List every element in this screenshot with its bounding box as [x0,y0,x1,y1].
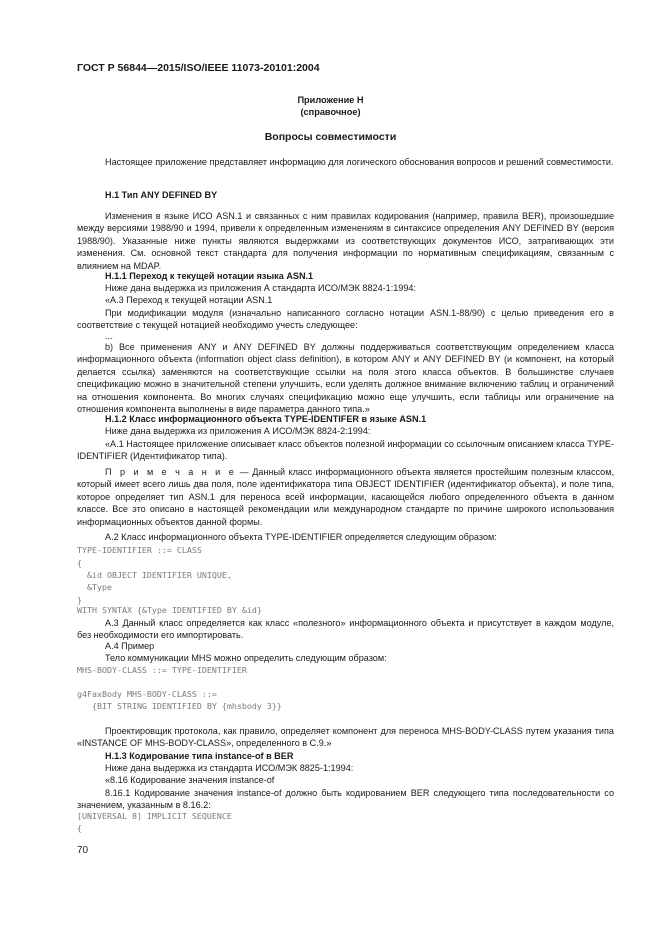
code-line: { [77,823,82,833]
code-line: &id OBJECT IDENTIFIER UNIQUE, [77,570,232,580]
h11-paragraph-b: b) Все применения ANY и ANY DEFINED BY должны поддерживаться соответствующим определением класса информационного объекта (information object class definition), в котором ANY и ANY DEFINED BY (и компонент, на который делается ссылка) заменяются на соответствующие ссылки на поля этого класса объектов. В большинстве случаев спецификацию можно в значительной степени улучшить, если уделять должное внимание включению таблиц и ограничений на отношения компонента. Во многих случаях спецификацию можно еще улучшить, если таблицы или ограничение на отношения компонента выполнены в виде параметра данного типа.» [77,342,614,415]
code-line: { [77,558,82,568]
document-header: ГОСТ Р 56844—2015/ISO/IEEE 11073-20101:2004 [77,62,320,74]
intro-paragraph: Настоящее приложение представляет информацию для логического обоснования вопросов и решений совместимости. [105,157,614,167]
h13-quote-title: «8.16 Кодирование значения instance-of [105,775,275,785]
h11-ellipsis: ... [105,331,113,341]
section-h1-paragraph: Изменения в языке ИСО ASN.1 и связанных с ним правилах кодирования (например, правила BER), произошедшие между версиями 1988/90 и 1994, привели к определенным изменениям в синтаксисе определения ANY DEFINED BY (версия 1988/90). Указанные ниже пункты являются выдержками из соответствующих документов ИСО, затрагивающих эти изменения. См. основной текст стандарта для получения информации по нормативным спецификациям, связанным с влиянием на MDAP. [77,211,614,271]
section-h13-title: Н.1.3 Кодирование типа instance-of в BER [105,751,294,761]
h11-paragraph: При модификации модуля (изначально написанного согласно нотации ASN.1-88/90) с целью приведения его в соответствие с текущей нотацией необходимо учесть следующее: [77,308,614,331]
note-label: П р и м е ч а н и е [105,467,237,477]
code-line: MHS-BODY-CLASS ::= TYPE-IDENTIFIER [77,665,247,675]
h13-source-line: Ниже дана выдержка из стандарта ИСО/МЭК 8825-1:1994: [105,763,354,773]
h12-a4: А.4 Пример [105,641,155,651]
code-line: } [77,595,82,605]
section-h1-title: Н.1 Тип ANY DEFINED BY [105,190,218,200]
note-text: — Данный класс информационного объекта является простейшим полезным классом, который имеет всего лишь два поля, поле идентификатора типа OBJECT IDENTIFIER (идентификатор объекта), и поле типа, которое определяет тип ASN.1 для переноса всей информации, касающейся любого определенного объекта в данном классе. Все это описано в настоящей рекомендации или международном стандарте по причине широкого использования информационных объектов данной формы. [77,467,614,527]
code-line: &Type [77,582,112,592]
h11-source-line: Ниже дана выдержка из приложения А стандарта ИСО/МЭК 8824-1:1994: [105,283,416,293]
section-h12-title: Н.1.2 Класс информационного объекта TYPE-IDENTIFER в языке ASN.1 [105,414,427,424]
h13-paragraph: 8.16.1 Кодирование значения instance-of должно быть кодированием BER следующего типа последовательности со значением, указанным в 8.16.2: [77,788,614,811]
h11-quote-title: «А.3 Переход к текущей нотации ASN.1 [105,295,273,305]
page-number: 70 [77,845,89,856]
code-line: [UNIVERSAL 8] IMPLICIT SEQUENCE [77,811,232,821]
section-h11-title: Н.1.1 Переход к текущей нотации языка ASN.1 [105,271,314,281]
h12-note [77,466,614,528]
annex-title: Вопросы совместимости [264,131,397,143]
code-line: WITH SYNTAX {&Type IDENTIFIED BY &id} [77,605,262,615]
h12-paragraph-end: Проектировщик протокола, как правило, определяет компонент для переноса MHS-BODY-CLASS путем указания типа «INSTANCE OF MHS-BODY-CLASS», определенного в С.9.» [77,726,614,749]
h12-a3: А.3 Данный класс определяется как класс «полезного» информационного объекта и присутствует в каждом модуле, без необходимости его импортировать. [77,618,614,641]
h12-paragraph: «А.1 Настоящее приложение описывает класс объектов полезной информации со ссылочным описанием класса TYPE-IDENTIFIER (Идентификатор типа). [77,439,614,462]
h12-a4-line: Тело коммуникации MHS можно определить следующим образом: [105,653,387,663]
code-line: g4FaxBody MHS-BODY-CLASS ::= [77,689,217,699]
h12-a2: А.2 Класс информационного объекта TYPE-IDENTIFIER определяется следующим образом: [105,532,497,542]
code-line: {BIT STRING IDENTIFIED BY {mhsbody 3}} [77,701,282,711]
annex-kind: (справочное) [300,107,361,117]
code-line: TYPE-IDENTIFIER ::= CLASS [77,545,202,555]
h12-source-line: Ниже дана выдержка из приложения А ИСО/МЭК 8824-2:1994: [105,426,371,436]
annex-label: Приложение Н [297,95,364,105]
